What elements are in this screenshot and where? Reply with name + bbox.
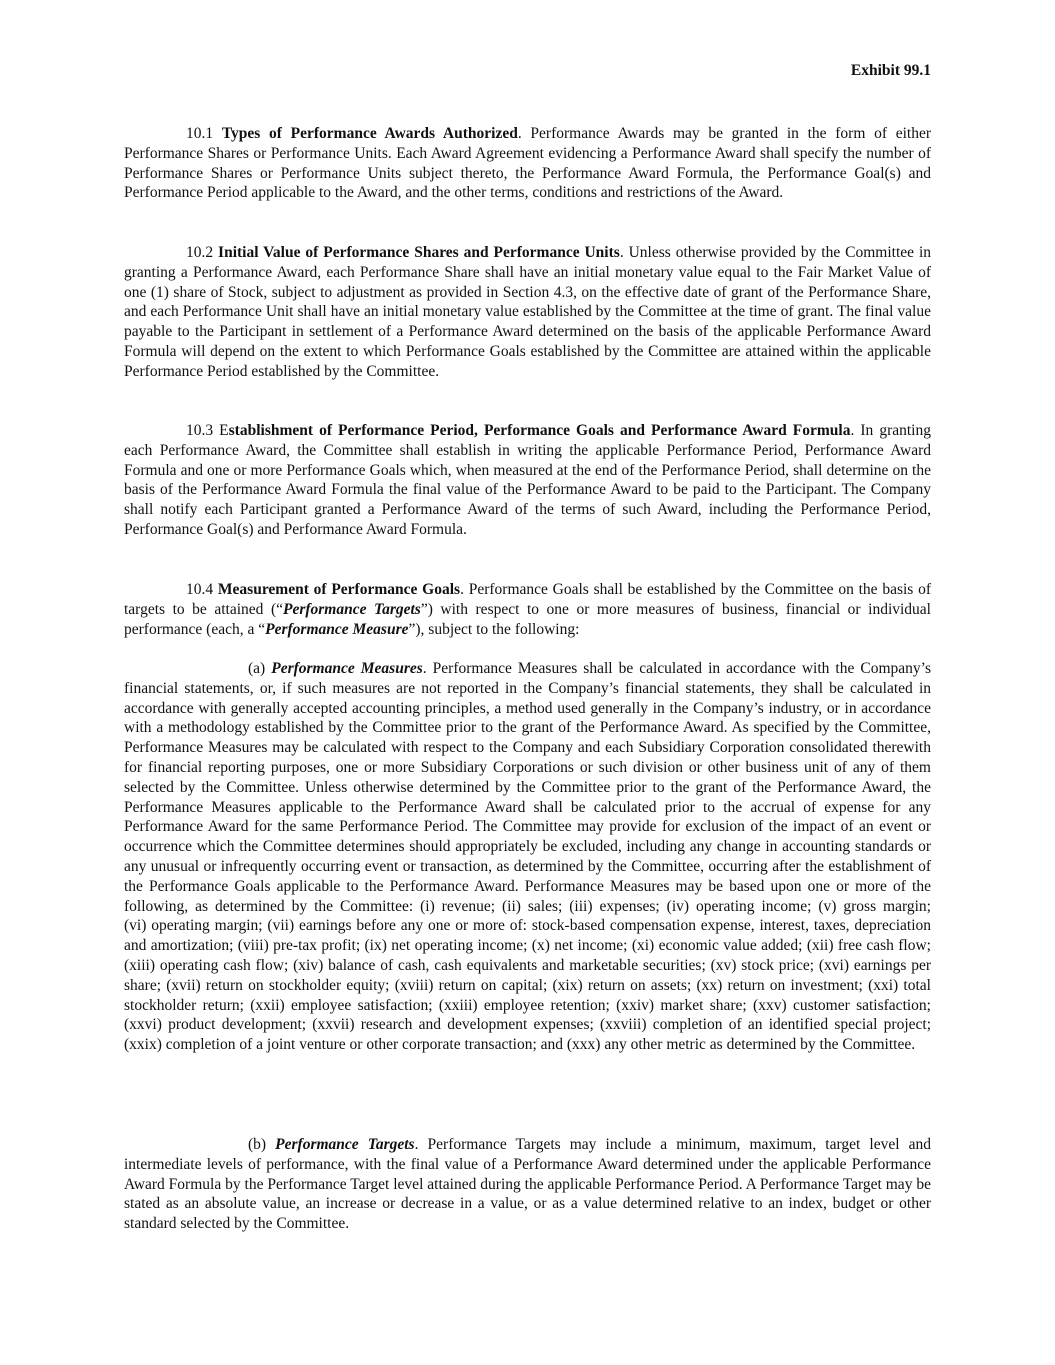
subsection-label: (b)	[248, 1136, 276, 1153]
section-body: . Unless otherwise provided by the Committee in granting a Performance Award, each Performance Share shall have an initial monetary value equal to the Fair Market Value of one (1) share of Stock, subject to adjustment as provided in Section 4.3, on the effective date of grant of the Performance Share, and each Performance Unit shall have an initial monetary value established by the Committee at the time of grant. The final value payable to the Participant in settlement of a Performance Award determined on the basis of the applicable Performance Award Formula will depend on the extent to which Performance Goals established by the Committee are attained within the applicable Performance Period established by the Committee.	[124, 244, 931, 380]
section-10-3	[124, 421, 931, 540]
section-body: . Performance Goals shall be established by the Committee on the basis of targets to be attained (“	[124, 581, 931, 618]
section-heading: stablishment of Performance Period, Performance Goals and Performance Award Formula	[228, 422, 851, 439]
section-number: 10.2	[186, 244, 219, 261]
subsection-a-performance-measures	[124, 659, 931, 1055]
subsection-body: . Performance Targets may include a minimum, maximum, target level and intermediate levels of performance, with the final value of a Performance Award determined under the applicable Performance Award Formula by the Performance Target level attained during the applicable Performance Period. A Performance Target may be stated as an absolute value, an increase or decrease in a value, or as a value determined relative to an index, budget or other standard selected by the Committee.	[124, 1136, 931, 1233]
subsection-label: (a)	[248, 660, 272, 677]
section-heading: Initial Value of Performance Shares and Performance Units	[218, 244, 620, 261]
subsection-heading: Performance Targets	[275, 1136, 415, 1153]
section-body: ”) with respect to one or more measures of business, financial or individual performance (each, a “	[124, 600, 931, 638]
section-10-1	[124, 124, 931, 203]
section-body: ”), subject to the following:	[408, 620, 580, 638]
subsection-body: . Performance Measures shall be calculated in accordance with the Company’s financial statements, or, if such measures are not reported in the Company’s financial statements, they shall be calculated in accordance with generally accepted accounting principles, a method used generally in the Company’s industry, or in accordance with a methodology established by the Committee prior to the grant of the Performance Award. As specified by the Committee, Performance Measures may be calculated with respect to the Company and each Subsidiary Corporation consolidated therewith for financial reporting purposes, one or more Subsidiary Corporations or such division or other business unit of any of them selected by the Committee. Unless otherwise determined by the Committee prior to the grant of the Performance Award, the Performance Measures applicable to the Performance Award shall be calculated prior to the accrual of expense for any Performance Award for the same Performance Period. The Committee may provide for exclusion of the impact of an event or occurrence which the Committee determines should appropriately be excluded, including any change in accounting standards or any unusual or infrequently occurring event or transaction, as determined by the Committee, occurring after the establishment of the Performance Goals applicable to the Performance Award. Performance Measures may be based upon one or more of the following, as determined by the Committee: (i) revenue; (ii) sales; (iii) expenses; (iv) operating income; (v) gross margin; (vi) operating margin; (vii) earnings before any one or more of: stock-based compensation expense, interest, taxes, depreciation and amortization; (viii) pre-tax profit; (ix) net operating income; (x) net income; (xi) economic value added; (xii) free cash flow; (xiii) operating cash flow; (xiv) balance of cash, cash equivalents and marketable securities; (xv) stock price; (xvi) earnings per share; (xvii) return on stockholder equity; (xviii) return on capital; (xix) return on assets; (xx) return on investment; (xxi) total stockholder return; (xxii) employee satisfaction; (xxiii) employee retention; (xxiv) market share; (xxv) customer satisfaction; (xxvi) product development; (xxvii) research and development expenses; (xxviii) completion of an identified special project; (xxix) completion of a joint venture or other corporate transaction; and (xxx) any other metric as determined by the Committee.	[124, 660, 932, 1054]
section-heading: Measurement of Performance Goals	[217, 581, 461, 598]
subsection-heading: Performance Measures	[271, 660, 423, 677]
section-body: . Performance Awards may be granted in the form of either Performance Shares or Performance Units. Each Award Agreement evidencing a Performance Award shall specify the number of Performance Shares or Performance Units subject thereto, the Performance Award Formula, the Performance Goal(s) and Performance Period applicable to the Award, and the other terms, conditions and restrictions of the Award.	[124, 125, 932, 202]
section-number: 10.4	[186, 581, 218, 598]
section-10-2	[124, 243, 931, 382]
defined-term-performance-measure: Performance Measure	[265, 620, 409, 638]
section-body: . In granting each Performance Award, the Committee shall establish in writing the applicable Performance Period, Performance Award Formula and one or more Performance Goals which, when measured at the end of the Performance Period, shall determine on the basis of the Performance Award Formula the final value of the Performance Award to be paid to the Participant. The Company shall notify each Participant granted a Performance Award of the terms of such Award, including the Performance Period, Performance Goal(s) and Performance Award Formula.	[124, 422, 931, 538]
section-heading: Types of Performance Awards Authorized	[221, 125, 518, 142]
exhibit-label: Exhibit 99.1	[850, 62, 931, 79]
section-number: 10.3 E	[186, 422, 229, 439]
subsection-b-performance-targets	[124, 1135, 931, 1234]
section-number: 10.1	[186, 125, 222, 142]
defined-term-performance-targets: Performance Targets	[282, 600, 421, 618]
section-10-4	[124, 580, 931, 639]
